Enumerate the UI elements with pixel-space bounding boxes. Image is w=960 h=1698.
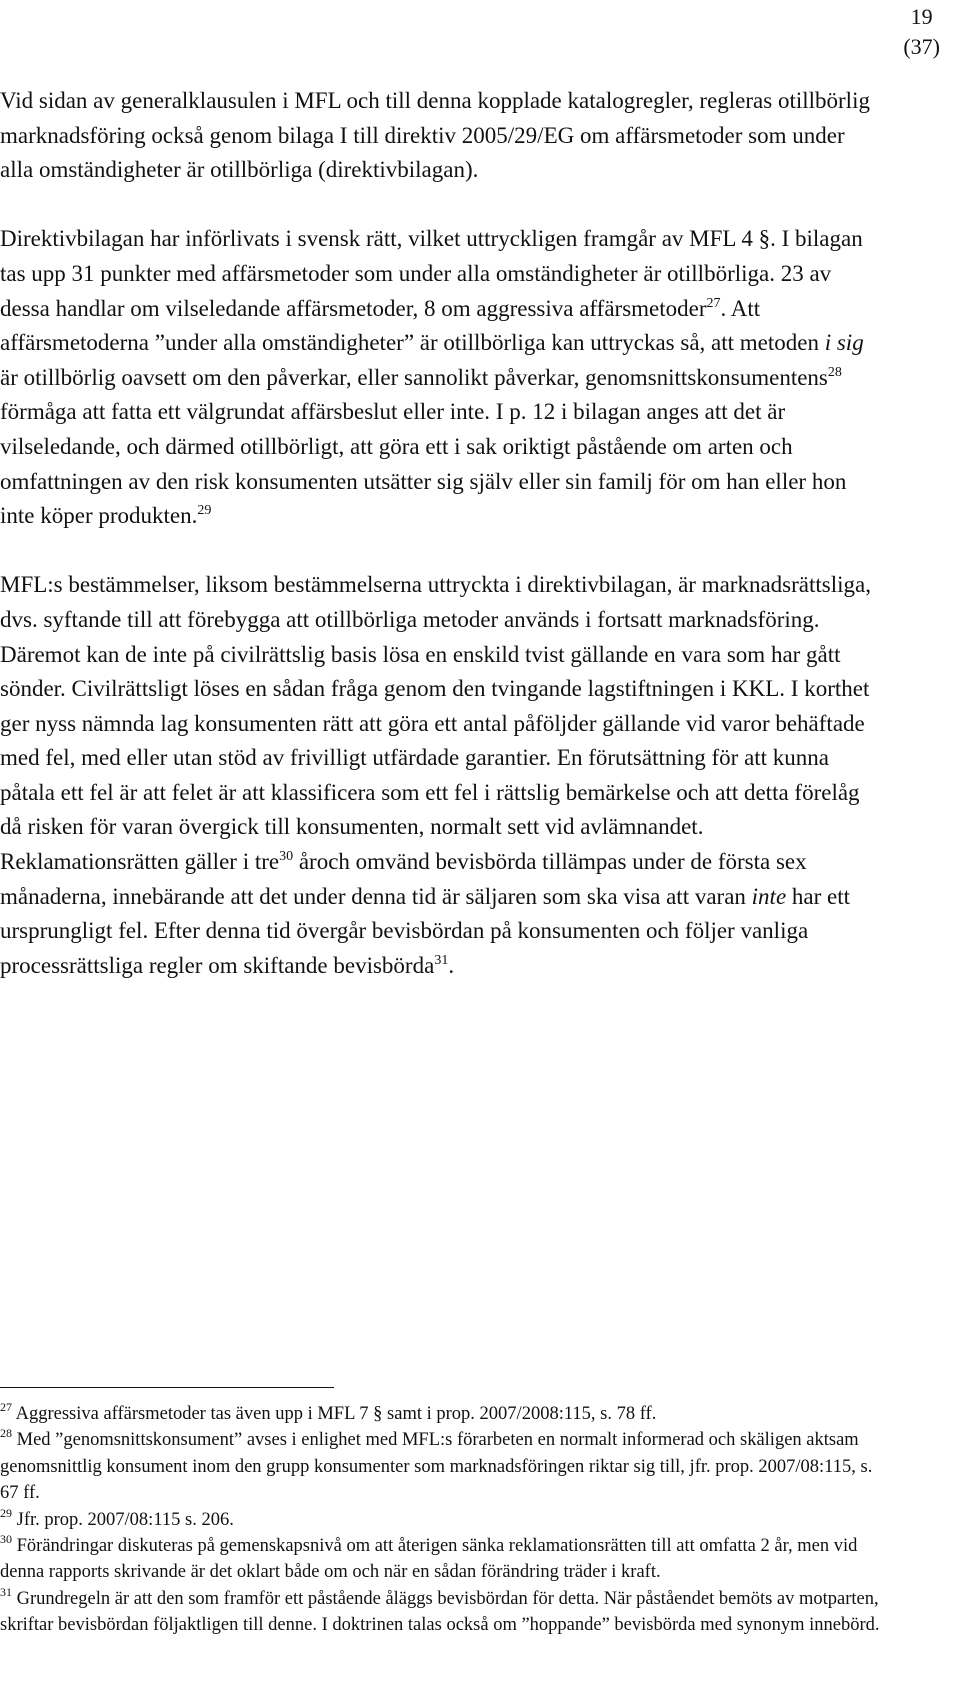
paragraph-3 [0, 568, 880, 983]
footnote-number: 30 [0, 1532, 12, 1547]
footnote-ref-28[interactable]: 28 [827, 364, 842, 380]
paragraph-2-text-d: förmåga att fatta ett välgrundat affärsbeslut eller inte. I p. 12 i bilagan anges att det är vilseledande, och därmed otillbörligt, att göra ett i sak oriktigt påstående om arten och omfattningen av den risk konsumenten utsätter sig själv eller sin familj för om han eller hon inte köper produkten. [0, 399, 847, 529]
footnote-text: Grundregeln är att den som framför ett påstående åläggs bevisbördan för detta. När påståendet bemöts av motparten, skriftar bevisbördan följaktligen till denne. I doktrinen talas också om ”hoppande” bevisbörda med synonym innebörd. [0, 1588, 880, 1636]
paragraph-2-text-a: Direktivbilagan har införlivats i svensk rätt, vilket uttryckligen framgår av MFL 4 §. I bilagan tas upp 31 punkter med affärsmetoder som under alla omständigheter är otillbörliga. 23 av dessa handlar om vilseledande affärsmetoder, 8 om aggressiva affärsmetoder [0, 226, 863, 321]
page-number [903, 2, 940, 62]
paragraph-3-text-c: har ett ursprungligt fel. Efter denna tid övergår bevisbördan på konsumenten och följer vanliga processrättsliga regler om skiftande bevisbörda [0, 883, 851, 978]
footnote-number: 31 [0, 1584, 12, 1599]
paragraph-3-text-d: . [448, 952, 455, 978]
footnote-28 [0, 1427, 890, 1506]
body-text [0, 84, 880, 983]
paragraph-3-emphasis: inte [751, 883, 787, 909]
paragraph-1: Vid sidan av generalklausulen i MFL och till denna kopplade katalogregler, regleras otillbörlig marknadsföring också genom bilaga I till direktiv 2005/29/EG om affärsmetoder som under alla omständigheter är otillbörliga (direktivbilagan). [0, 88, 870, 183]
footnote-text: Aggressiva affärsmetoder tas även upp i MFL 7 § samt i prop. 2007/2008:115, s. 78 ff. [12, 1404, 657, 1424]
page-number-total: (37) [903, 34, 940, 59]
footnote-ref-31[interactable]: 31 [434, 952, 449, 968]
paragraph-3-text-a: MFL:s bestämmelser, liksom bestämmelserna uttryckta i direktivbilagan, är marknadsrättsliga, dvs. syftande till att förebygga att otillbörliga metoder används i fortsatt marknadsföring. Däremot kan de inte på civilrättslig basis lösa en enskild tvist gällande en vara som har gått sönder. Civilrättsligt löses en sådan fråga genom den tvingande lagstiftningen i KKL. I korthet ger nyss nämnda lag konsumenten rätt att göra ett antal påföljder gällande vid varor behäftade med fel, med eller utan stöd av frivilligt utfärdade garantier. En förutsättning för att kunna påtala ett fel är att felet är att klassificera som ett fel i rättslig bemärkelse och att detta förelåg då risken för varan övergick till konsumenten, normalt sett vid avlämnandet. Reklamationsrätten gäller i tre [0, 572, 871, 875]
footnote-31 [0, 1586, 890, 1639]
footnote-text: Med ”genomsnittskonsument” avses i enlighet med MFL:s förarbeten en normalt informerad och skäligen aktsam genomsnittlig konsument inom den grupp konsumenter som marknadsföringen riktar sig till, jfr. prop. 2007/08:115, s. 67 ff. [0, 1430, 873, 1504]
footnote-number: 27 [0, 1400, 12, 1414]
footnote-ref-29[interactable]: 29 [197, 503, 212, 519]
footnote-number: 28 [0, 1426, 12, 1441]
footnote-text: Förändringar diskuteras på gemenskapsnivå om att återigen sänka reklamationsrätten till att omfatta 2 år, men vid denna rapports skrivande är det oklart både om och när en sådan förändring träder i kraft. [0, 1536, 858, 1583]
page-number-current: 19 [910, 4, 933, 29]
footnote-number: 29 [0, 1505, 12, 1520]
footnote-separator [0, 1387, 334, 1388]
footnote-ref-30[interactable]: 30 [279, 849, 294, 865]
footnote-27 [0, 1401, 890, 1427]
footnote-30 [0, 1533, 890, 1586]
footnote-29 [0, 1507, 890, 1533]
paragraph-2-text-c: är otillbörlig oavsett om den påverkar, eller sannolikt påverkar, genomsnittskonsumentens [0, 364, 828, 390]
footnote-ref-27[interactable]: 27 [706, 295, 721, 311]
paragraph-2-text-b: . Att affärsmetoderna ”under alla omständigheter” är otillbörliga kan uttryckas så, att metoden [0, 295, 825, 356]
paragraph-2 [0, 222, 880, 533]
paragraph-3-text-b: åroch omvänd bevisbörda tillämpas under de första sex månaderna, innebärande att det under denna tid är säljaren som ska visa att varan [0, 849, 807, 909]
paragraph-2-emphasis: i sig [824, 330, 864, 356]
footnotes [0, 1401, 890, 1639]
footnote-text: Jfr. prop. 2007/08:115 s. 206. [12, 1509, 234, 1530]
